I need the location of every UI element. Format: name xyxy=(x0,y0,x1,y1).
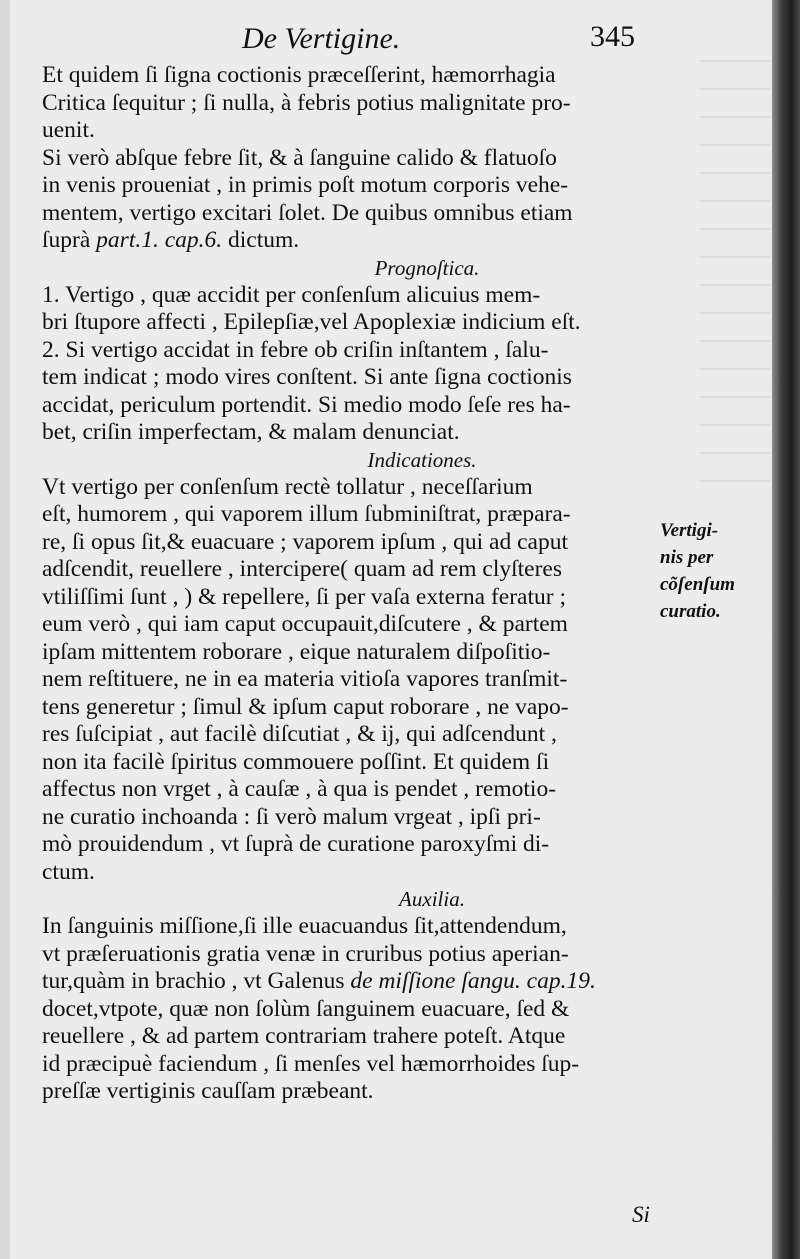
text-line: ctum. xyxy=(42,858,95,885)
text-line: reuellere , & ad partem contrariam trahere poteſt. Atque xyxy=(42,1023,566,1049)
text-line: uenit. xyxy=(42,117,95,143)
text-line: preſſæ vertiginis cauſſam præbeant. xyxy=(42,1078,374,1104)
text-line: in venis proueniat , in primis poſt motum corporis vehe- xyxy=(42,172,569,198)
page-number: 345 xyxy=(590,20,635,53)
prognostic-1 xyxy=(42,282,662,337)
auxilia-paragraph xyxy=(42,913,662,1106)
text-line: id præcipuè faciendum , ſi menſes vel hæmorrhoides ſup- xyxy=(42,1050,580,1077)
text-line: bri ſtupore affecti , Epilepſiæ,vel Apoplexiæ indicium eſt. xyxy=(42,309,581,335)
text-line: mentem, vertigo excitari ſolet. De quibus omnibus etiam xyxy=(42,199,573,226)
text-line: eum verò , qui iam caput occupauit,diſcutere , & partem xyxy=(42,611,568,637)
running-title: De Vertigine. xyxy=(242,22,401,55)
text-line: res ſuſcipiat , aut facilè diſcutiat , & ij, qui adſcendunt , xyxy=(42,721,557,747)
main-text xyxy=(42,62,662,1106)
catchword: Si xyxy=(632,1202,650,1227)
book-page xyxy=(10,0,772,1259)
text-line: eſt, humorem , qui vaporem illum ſubminiſtrat, præpara- xyxy=(42,501,571,527)
text-line: 1. Vertigo , quæ accidit per conſenſum alicuius mem- xyxy=(42,281,541,308)
text-fragment: tur,quàm in brachio , vt Galenus xyxy=(42,968,351,994)
text-line: bet, criſin imperfectam, & malam denunciat. xyxy=(42,419,460,445)
text-line: vt præſeruationis gratia venæ in cruribus potius aperian- xyxy=(42,940,569,967)
text-line: Critica ſequitur ; ſi nulla, à febris potius malignitate pro- xyxy=(42,89,571,116)
text-line: 2. Si vertigo accidat in febre ob criſin inſtantem , ſalu- xyxy=(42,336,549,363)
text-line: tem indicat ; modo vires conſtent. Si ante ſigna coctionis xyxy=(42,364,572,390)
text-line: non ita facilè ſpiritus commouere poſſint. Et quidem ſi xyxy=(42,748,550,775)
text-line xyxy=(42,968,662,996)
text-line: ne curatio inchoanda : ſi verò malum vrgeat , ipſi pri- xyxy=(42,803,541,830)
text-line: ipſam mittentem roborare , eique naturalem diſpoſitio- xyxy=(42,638,551,665)
section-heading-auxilia: Auxilia. xyxy=(399,887,465,911)
section-heading-indicationes: Indicationes. xyxy=(367,447,477,472)
text-line: Vt vertigo per conſenſum rectè tollatur , neceſſarium xyxy=(42,473,533,500)
margin-note-line: Vertigi- xyxy=(660,520,719,541)
text-line xyxy=(42,227,662,255)
text-line: mò prouidendum , vt ſuprà de curatione paroxyſmi di- xyxy=(42,831,550,857)
reference: part.1. cap.6. xyxy=(96,227,223,253)
text-fragment: dictum. xyxy=(222,227,300,253)
section-heading-prognostica: Prognoſtica. xyxy=(374,255,480,280)
page-header xyxy=(10,18,772,58)
text-line: Si verò abſque febre ſit, & à ſanguine calido & flatuoſo xyxy=(42,144,557,171)
margin-note-line: nis per xyxy=(660,547,714,568)
book-spine xyxy=(772,0,800,1259)
text-fragment: ſuprà xyxy=(42,227,97,253)
reference: de miſſione ſangu. cap.19. xyxy=(350,968,596,994)
text-line: nem reſtituere, ne in ea materia vitioſa vapores tranſmit- xyxy=(42,666,568,692)
prognostic-2 xyxy=(42,337,662,447)
text-line: tens generetur ; ſimul & ipſum caput roborare , ne vapo- xyxy=(42,693,569,720)
margin-note xyxy=(660,517,770,625)
text-line: accidat, periculum portendit. Si medio modo ſeſe res ha- xyxy=(42,391,571,418)
bleed-through xyxy=(700,60,770,500)
paragraph-2 xyxy=(42,145,662,255)
text-line: Et quidem ſi ſigna coctionis præceſſerint, hæmorrhagia xyxy=(42,62,556,88)
text-line: docet,vtpote, quæ non ſolùm ſanguinem euacuare, ſed & xyxy=(42,995,570,1022)
indications-paragraph xyxy=(42,474,662,887)
text-line: vtiliſſimi ſunt , ) & repellere, ſi per vaſa externa feratur ; xyxy=(42,583,566,610)
margin-note-line: cõſenſum xyxy=(660,574,735,595)
paragraph-1 xyxy=(42,62,662,145)
text-line: In ſanguinis miſſione,ſi ille euacuandus ſit,attendendum, xyxy=(42,913,567,939)
text-line: re, ſi opus ſit,& euacuare ; vaporem ipſum , qui ad caput xyxy=(42,528,568,555)
text-line: affectus non vrget , à cauſæ , à qua is pendet , remotio- xyxy=(42,776,557,802)
text-line: adſcendit, reuellere , intercipere( quam ad rem clyſteres xyxy=(42,556,562,582)
margin-note-line: curatio. xyxy=(660,601,721,622)
